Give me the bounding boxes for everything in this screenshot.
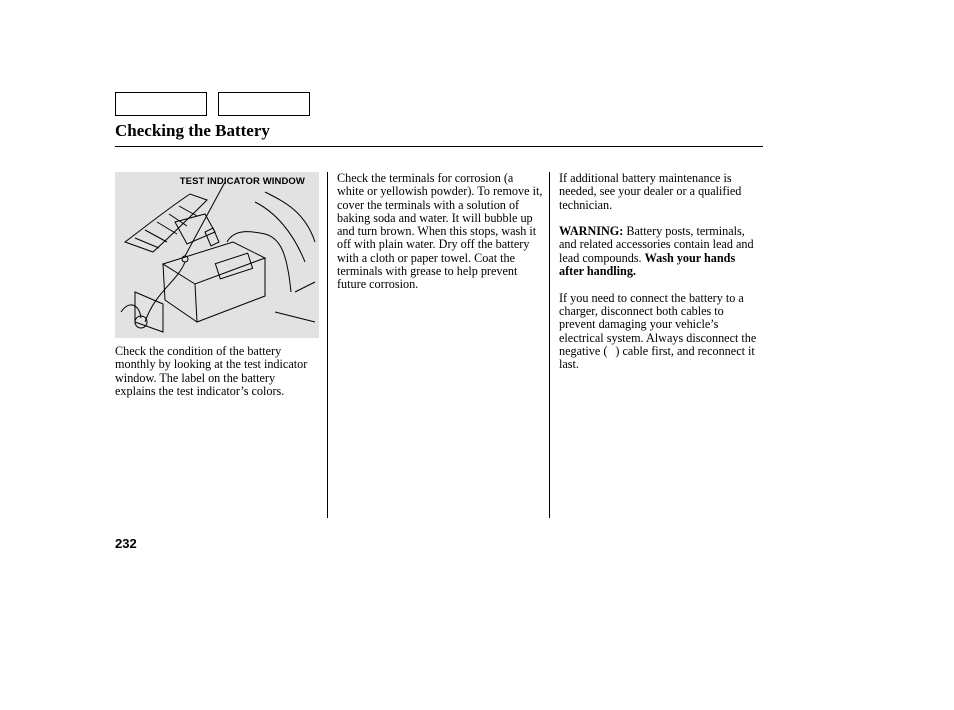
intake-hose (125, 194, 207, 252)
warning-paragraph (559, 225, 763, 278)
battery-illustration (115, 172, 319, 338)
title-divider (115, 146, 763, 147)
charger-text-start: If you need to connect the battery to a charger, disconnect both cables to prevent damaging your vehicle’s electrical system. Always disconnect the negative ( (559, 290, 757, 358)
maintenance-paragraph: If additional battery maintenance is needed, see your dealer or a qualified technician. (559, 171, 742, 212)
clamp (205, 228, 219, 246)
warning-emphasis: Wash your hands after handling. (559, 250, 736, 279)
charger-text-end: ) cable first, and reconnect it last. (559, 343, 755, 372)
column-1-paragraph: Check the condition of the battery monthly by looking at the test indicator window. The label on the battery explains the test indicator’s colors. (115, 344, 308, 398)
column-2-paragraph: Check the terminals for corrosion (a white or yellowish powder). To remove it, cover the terminals with a solution of baking soda and water. It will bubble up and turn brown. When this stops, wash it off with plain water. Dry off the battery with a cloth or paper towel. Coat the terminals with grease to help prevent future corrosion. (337, 171, 543, 292)
page-number: 232 (115, 536, 137, 551)
warning-label: WARNING: (559, 224, 624, 239)
header-tab-2[interactable] (218, 92, 310, 116)
indicator-leader-line (185, 182, 225, 256)
page-title: Checking the Battery (115, 121, 270, 140)
column-3 (559, 172, 763, 385)
column-divider-2 (549, 172, 550, 518)
battery-figure (115, 172, 319, 338)
tray (121, 292, 163, 332)
warning-text: Battery posts, terminals, and related accessories contain lead and lead compounds. (559, 224, 754, 265)
battery-top (163, 242, 265, 284)
figure-label: TEST INDICATOR WINDOW (179, 176, 305, 187)
positive-terminal-cover (215, 253, 252, 279)
battery-front (163, 264, 197, 322)
battery-side (195, 258, 265, 322)
column-divider-1 (327, 172, 328, 518)
charger-paragraph (559, 292, 763, 372)
bracket (175, 214, 215, 244)
negative-cable (227, 232, 291, 292)
header-tab-1[interactable] (115, 92, 207, 116)
